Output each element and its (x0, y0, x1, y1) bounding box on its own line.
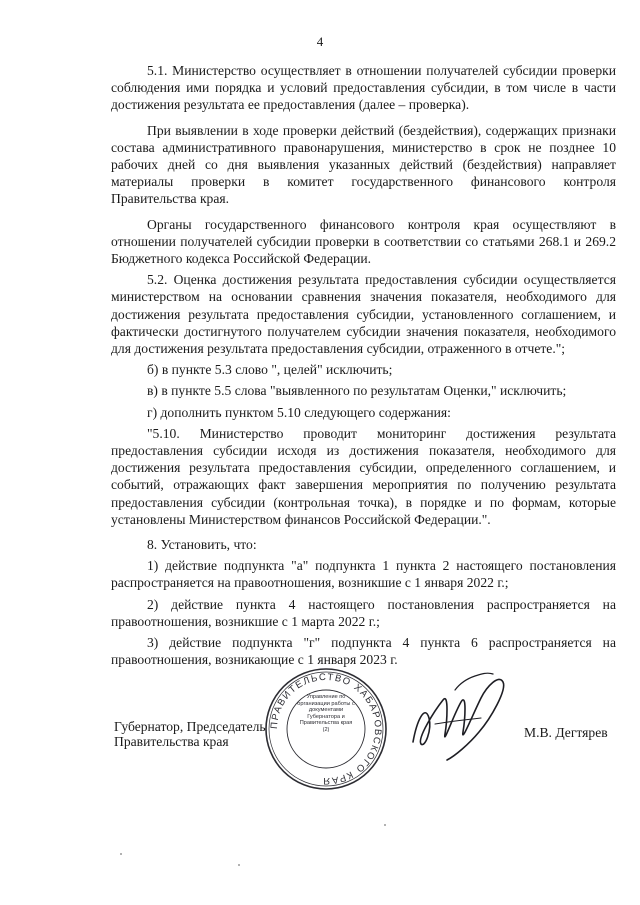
paragraph-sub-v: в) в пункте 5.5 слова "выявленного по результатам Оценки," исключить; (147, 383, 567, 399)
paragraph-8-2: 2) действие пункта 4 настоящего постановления распространяется на правоотношения, возникшие с 1 марта 2022 г.; (111, 596, 616, 629)
signature-block (0, 660, 640, 820)
seal-ring-text: ПРАВИТЕЛЬСТВО ХАБАРОВСКОГО КРАЯ (268, 671, 384, 787)
paragraph-control-bodies: Органы государственного финансового контроля края осуществляют в отношении получателей субсидии проверки в соответствии со статьями 268.1 и 269.2 Бюджетного кодекса Российской Федерации. (111, 216, 616, 267)
paragraph-violations: При выявлении в ходе проверки действий (бездействия), содержащих признаки состава административного правонарушения, министерство в срок не позднее 10 рабочих дней со дня выявления указанных действий (бездействия) направляет материалы проверки в комитет государственного финансового контроля Правительства края. (111, 122, 616, 207)
paragraph-8-1: 1) действие подпункта "а" подпункта 1 пункта 2 настоящего постановления распространяется на правоотношения, возникшие с 1 января 2022 г.; (111, 558, 616, 591)
document-body (111, 62, 616, 669)
scan-speck (120, 853, 122, 855)
paragraph-sub-g: г) дополнить пунктом 5.10 следующего содержания: (147, 404, 451, 420)
signer-title: Губернатор, Председатель Правительства края (114, 719, 266, 749)
page-number: 4 (316, 34, 324, 49)
seal-center-text: Управление по организации работы с документами Губернатора и Правительства края (2) (297, 694, 355, 733)
scan-speck (384, 824, 386, 826)
handwritten-signature (395, 660, 515, 770)
scan-speck (238, 864, 240, 866)
paragraph-8-3: 3) действие подпункта "г" подпункта 4 пункта 6 распространяется на правоотношения, возникающие с 1 января 2023 г. (111, 635, 616, 668)
signer-name: М.В. Дегтярев (524, 725, 608, 740)
paragraph-8: 8. Установить, что: (147, 537, 257, 553)
paragraph-5-10: "5.10. Министерство проводит мониторинг достижения результата предоставления субсидии исходя из достижения показателя, необходимого для достижения результата предоставления субсидии, определенного соглашением, и событий, отражающих факт завершения мероприятия по получению результата предоставления субсидии (контрольная точка), в порядке и по формам, которые установлены Министерством финансов Российской Федерации.". (111, 425, 616, 527)
paragraph-sub-b: б) в пункте 5.3 слово ", целей" исключить; (147, 362, 393, 378)
paragraph-5-1: 5.1. Министерство осуществляет в отношении получателей субсидии проверки соблюдения ими порядка и условий предоставления субсидии, в том числе в части достижения результата ее предоставления (далее – проверка). (111, 63, 616, 113)
paragraph-5-2: 5.2. Оценка достижения результата предоставления субсидии осуществляется министерством на основании сравнения значения показателя, необходимого для достижения результата предоставления субсидии, установленного соглашением, и фактически достигнутого получателем субсидии значения показателя, необходимого для достижения результата предоставления субсидии, отраженного в отчете."; (111, 272, 616, 357)
